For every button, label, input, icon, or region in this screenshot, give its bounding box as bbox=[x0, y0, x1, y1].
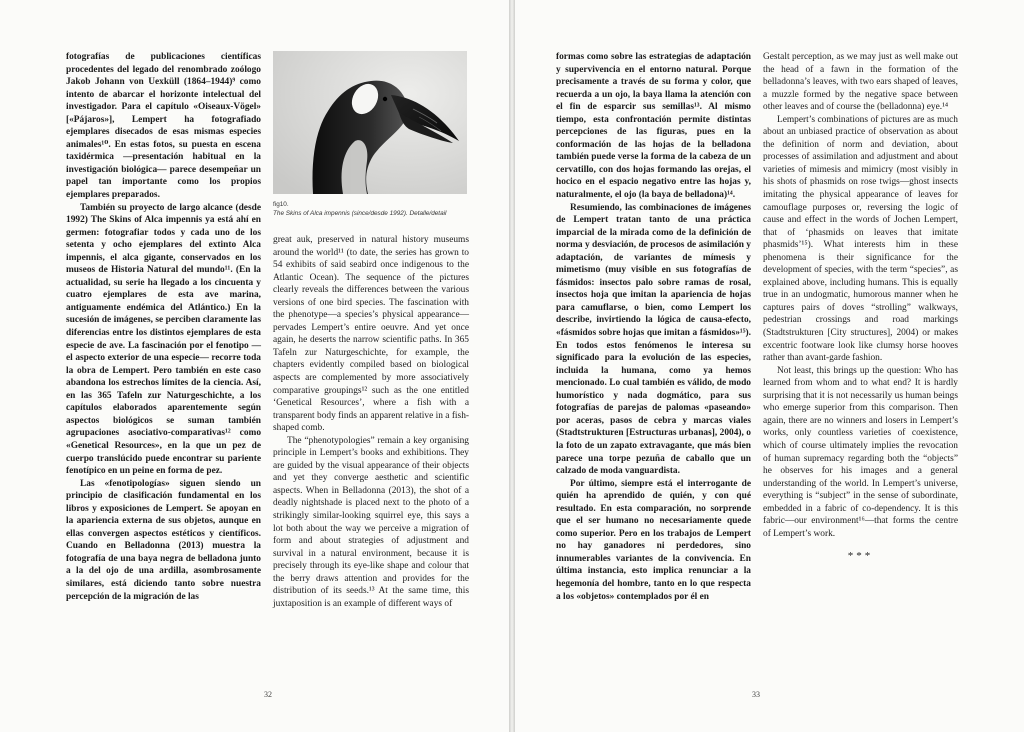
great-auk-photo bbox=[273, 51, 467, 194]
paragraph: Las «fenotipologías» siguen siendo un principio de clasificación fundamental en los libros y exposiciones de Lempert. Se apoyan en la apariencia externa de sus objetos, aunque en ellas convergen aspectos estéticos y científicos. Cuando en Belladonna (2013) muestra la fotografía de una baya negra de belladona junto a la del ojo de una ardilla, asombrosamente similares, está diciendo tanto sobre nuestra percepción de la migración de las bbox=[66, 478, 261, 602]
paragraph: Resumiendo, las combinaciones de imágenes de Lempert tratan tanto de una práctica imparcial de la mirada como de la definición de norma y desviación, de procesos de asimilación y adaptación, de variantes de mímesis y mimetismo (muy visible en sus fotografías de fásmidos: insectos palo sobre ramas de rosal, insectos hoja que imitan la apariencia de hojas para camuflarse, o bien, como Lempert los describe, invirtiendo la lógica de causa-efecto, «fásmidos sobre hojas que imitan a fásmidos»¹⁵). En todos estos fenómenos le interesa su significado para la evolución de las especies, incluida la humana, como ya hemos mencionado. Lo cual también es válido, de modo humorístico y nada dogmático, para sus fotografías de parejas de palomas «paseando» por aceras, pasos de cebra y marcas viales (Stadtstrukturen [Estructuras urbanas], 2004), o la foto de un zapato extravagante, que más bien parece una torpe pezuña de caballo que un calzado de moda vanguardista. bbox=[556, 202, 751, 477]
left-page bbox=[0, 0, 509, 732]
right-english-column bbox=[763, 51, 958, 563]
page-number: 33 bbox=[752, 690, 760, 699]
paragraph: great auk, preserved in natural history museums around the world¹¹ (to date, the series has grown to 54 exhibits of said seabird once indigenous to the Atlantic Ocean). The sequence of the pictures clearly reveals the differences between the various versions of one bird species. The fascination with the phenotype—a species’s physical appearance—pervades Lempert’s entire oeuvre. And yet once again, he deserts the narrow scientific paths. In 365 Tafeln zur Naturgeschichte, for example, the chapters evidently compiled based on biological aspects are complemented by more associatively comparative groupings¹² such as the one entitled ‘Genetical Resources’, where a fish with a transparent body finds an apparent relative in a fish-shaped comb. bbox=[273, 235, 469, 434]
great-auk-head-image bbox=[273, 51, 467, 194]
paragraph: formas como sobre las estrategias de adaptación y supervivencia en el entorno natural. Porque precisamente a través de su forma y color, que recuerda a un ojo, la baya llama la atención con el fin de esparcir sus semillas¹³. Al mismo tiempo, esta confrontación permite distintas percepciones de las figuras, pues en la conformación de las hojas de la belladona también puede verse la forma de la cabeza de un cervatillo, con dos hojas formando las orejas, el hocico en el espacio negativo entre las hojas y, naturalmente, el ojo (la baya de belladona)¹⁴. bbox=[556, 52, 751, 201]
paragraph: Not least, this brings up the question: Who has learned from whom and to what end? It is hardly surprising that it is not necessarily us human beings who emerge superior from this comparison. Then again, there are no winners and losers in Lempert’s works, only countless varieties of coexistence, which of course ultimately implies the revocation of human supremacy regarding both the “objects” he observes for his images and a general understanding of the world. In Lempert’s universe, everything is “subject” in the sense of subordinate, embedded in a fabric of co-dependency. It is this fabric—our environment¹⁶—that forms the centre of Lempert’s work. bbox=[763, 365, 958, 539]
right-page bbox=[515, 0, 1024, 732]
paragraph: Lempert’s combinations of pictures are as much about an unbiased practice of observation as about the definition of norm and deviation, about processes of assimilation and adjustment and about varieties of mimesis and mimicry (most visibly in his shots of phasmids on rose twigs—ghost insects imitating the physical appearance of leaves for camouflage purposes or, reversing the logic of cause and effect in the words of Jochen Lempert, that of ‘phasmids on leaves that imitate phasmids’¹⁵). What interests him in these phenomena is their significance for the development of species, with the term “species”, as explained above, including humans. This is equally true in an undogmatic, humorous manner when he captures pairs of doves “strolling” walkways, pedestrian crossings and road markings (Stadtstrukturen [City structures], 2004) or makes excentric footware look like clumsy horse hooves rather than avant-garde fashion. bbox=[763, 114, 958, 364]
paragraph: fotografías de publicaciones científicas procedentes del legado del renombrado zoólogo Jakob Johann von Uexküll (1864–1944)⁹ como intento de abarcar el horizonte intelectual del investigador. Para el capítulo «Oiseaux-Vögel» [«Pájaros»], Lempert ha fotografiado ejemplares disecados de esas mismas especies animales¹⁰. En estas fotos, su puesta en escena taxidérmica —presentación habitual en la investigación biológica— parece desempeñar un papel tan importante como los propios ejemplares preparados. bbox=[66, 52, 261, 201]
paragraph: The “phenotypologies” remain a key organising principle in Lempert’s books and exhibitions. They are guided by the visual appearance of their objects and yet they converge aesthetic and scientific aspects. When in Belladonna (2013), the shot of a deadly nightshade is placed next to the photo of a strikingly similar-looking squirrel eye, this says a lot both about the way we perceive a migration of form and about strategies of adjustment and survival in a natural environment, because it is precisely through its eye-like shape and colour that the berry draws attention and provides for the distribution of its seeds.¹³ At the same time, this juxtaposition is an example of different ways of bbox=[273, 435, 469, 609]
paragraph: También su proyecto de largo alcance (desde 1992) The Skins of Alca impennis ya está ahí en germen: fotografiar todos y cada uno de los setenta y ocho ejemplares del extinto Alca impennis, el alca gigante, conservados en los museos de Historia Natural del mundo¹¹. (En la actualidad, su serie ha llegado a los cincuenta y cuatro ejemplares de esta ave marina, antiguamente endémica del Atlántico.) En la sucesión de imágenes, se perciben claramente las diferencias entre los distintos ejemplares de esta especie de ave. La fascinación por el fenotipo —el aspecto exterior de una especie— recorre toda la obra de Lempert. Pero también en este caso abandona los estrechos límites de la ciencia. Así, en las 365 Tafeln zur Naturgeschichte, a los capítulos elaborados aparentemente según aspectos biológicos se suman también agrupaciones asociativo-comparativas¹² como «Genetical Resources», en la que un pez de cuerpo translúcido puede encontrar su pariente fenotípico en un peine en forma de pez. bbox=[66, 202, 261, 477]
paragraph: Gestalt perception, as we may just as well make out the head of a fawn in the formation of the belladonna’s leaves, with two ears shaped of leaves, a muzzle formed by the negative space between other leaves and of course the (belladonna) eye.¹⁴ bbox=[763, 52, 958, 113]
section-break: *** bbox=[847, 550, 874, 563]
left-spanish-column bbox=[66, 51, 261, 603]
right-spanish-column bbox=[556, 51, 751, 603]
left-english-column bbox=[273, 234, 469, 610]
paragraph: Por último, siempre está el interrogante de quién ha aprendido de quién, y con qué resultado. En esta comparación, no sorprende que el ser humano no necesariamente quede como superior. Pero en los trabajos de Lempert no hay ganadores ni perdedores, sino innumerables variantes de la convivencia. En última instancia, esto implica renunciar a la hegemonía del hombre, tanto en lo que respecta a los «objetos» contemplados por él en bbox=[556, 478, 751, 602]
figure-caption-text: The Skins of Alca impennis (since/desde 1992). Detalle/detail bbox=[273, 209, 447, 217]
figure-number: fig10. bbox=[273, 201, 289, 208]
page-number: 32 bbox=[264, 690, 272, 699]
figure-caption bbox=[273, 201, 483, 218]
